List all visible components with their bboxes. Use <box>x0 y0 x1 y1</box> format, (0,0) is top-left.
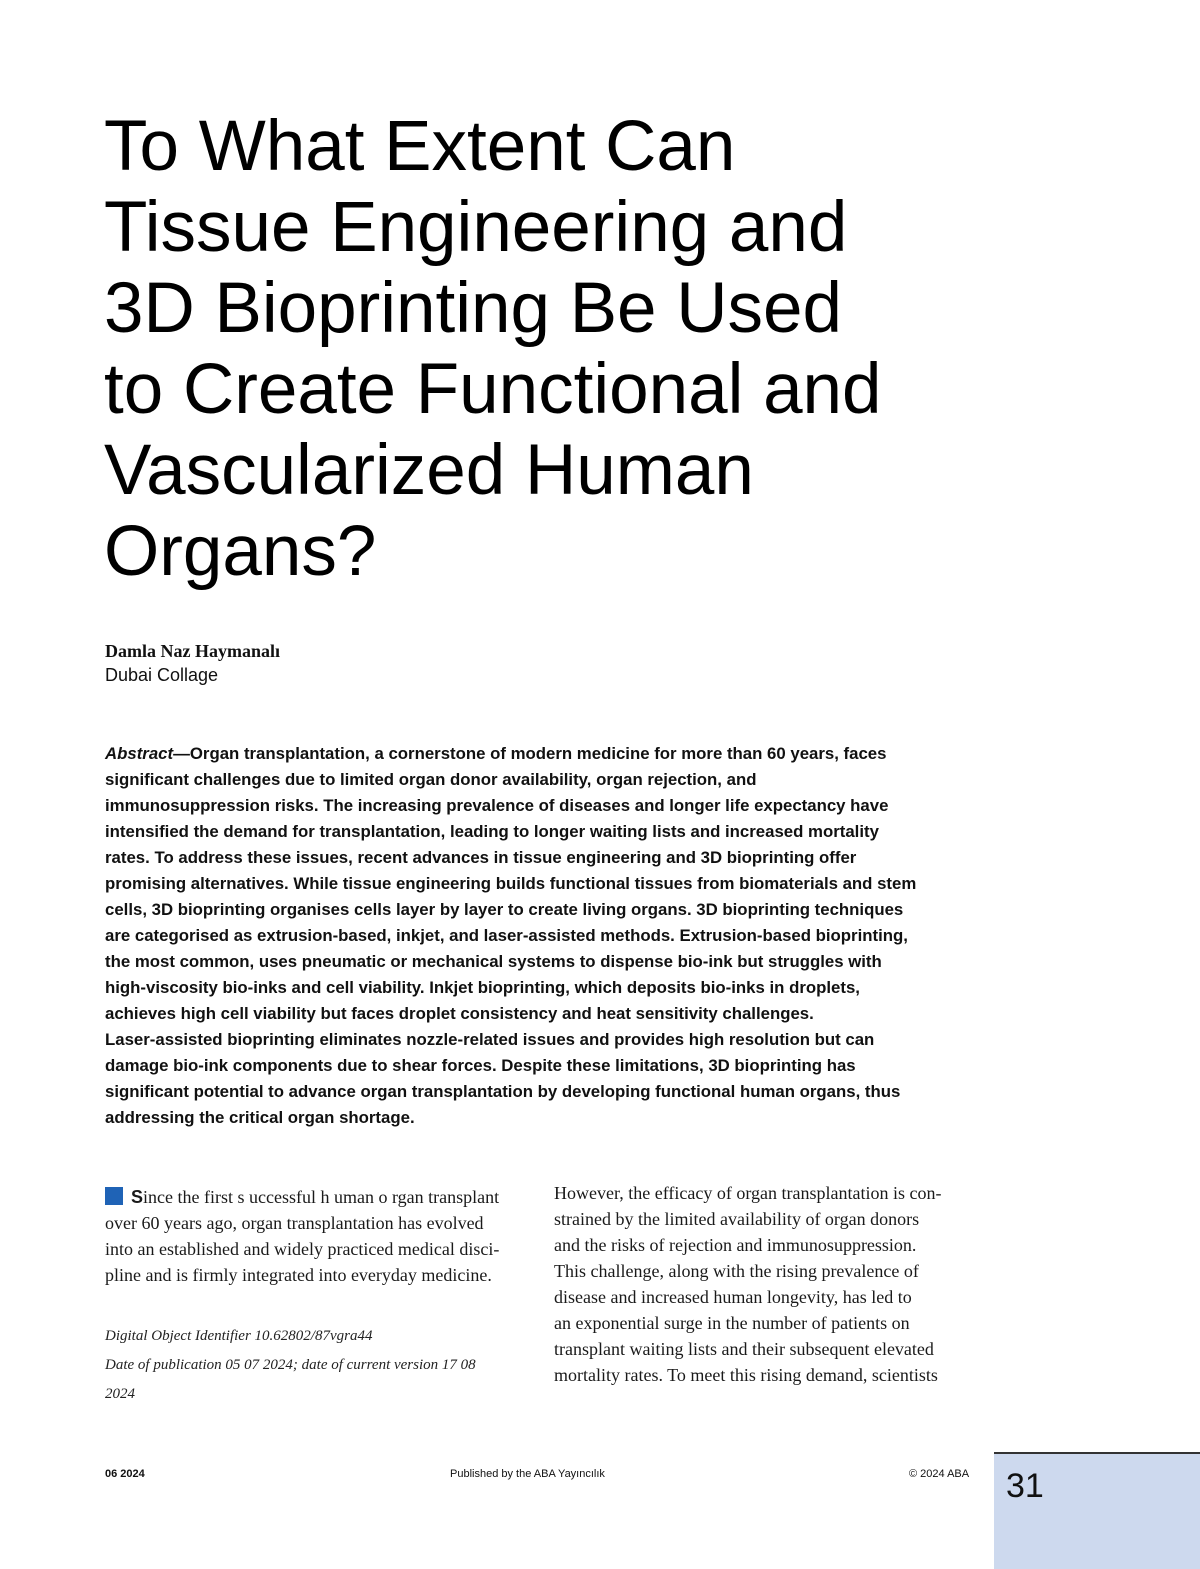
title-line: Tissue Engineering and <box>104 188 848 267</box>
body-line: strained by the limited availability of organ donors <box>554 1209 920 1229</box>
body-line: pline and is firmly integrated into everyday medicine. <box>105 1265 492 1285</box>
abstract-line: Laser-assisted bioprinting eliminates nozzle-related issues and provides high resolution but can <box>105 1030 875 1049</box>
abstract-line: achieves high cell viability but faces droplet consistency and heat sensitivity challenges. <box>105 1004 814 1023</box>
abstract-line: promising alternatives. While tissue engineering builds functional tissues from biomaterials and stem <box>105 874 917 893</box>
author-name: Damla Naz Haymanalı <box>105 641 280 661</box>
body-line: This challenge, along with the rising prevalence of <box>554 1261 919 1281</box>
abstract-line: addressing the critical organ shortage. <box>105 1108 415 1127</box>
abstract-line: rates. To address these issues, recent advances in tissue engineering and 3D bioprinting offer <box>105 848 857 867</box>
title-line: 3D Bioprinting Be Used <box>104 269 843 348</box>
body-line: into an established and widely practiced medical disci- <box>105 1239 500 1259</box>
body-line: disease and increased human longevity, has led to <box>554 1287 912 1307</box>
body-line: transplant waiting lists and their subsequent elevated <box>554 1339 934 1359</box>
publication-metadata <box>105 1322 535 1409</box>
footer-issue-date: 06 2024 <box>105 1468 145 1480</box>
body-line: and the risks of rejection and immunosuppression. <box>554 1235 917 1255</box>
abstract <box>105 741 985 1131</box>
page-number: 31 <box>1006 1467 1044 1505</box>
abstract-line-text: —Organ transplantation, a cornerstone of modern medicine for more than 60 years, faces <box>173 744 887 763</box>
abstract-line: high-viscosity bio-inks and cell viability. Inkjet bioprinting, which deposits bio-inks in droplets, <box>105 978 860 997</box>
abstract-line <box>105 741 985 767</box>
body-column-left <box>105 1184 525 1288</box>
abstract-line: significant potential to advance organ transplantation by developing functional human organs, thus <box>105 1082 901 1101</box>
body-line: over 60 years ago, organ transplantation has evolved <box>105 1213 484 1233</box>
dropcap-square-icon <box>105 1187 123 1205</box>
abstract-line: the most common, uses pneumatic or mechanical systems to dispense bio-ink but struggles with <box>105 952 882 971</box>
publication-date-cont: 2024 <box>105 1386 135 1402</box>
body-line: mortality rates. To meet this rising demand, scientists <box>554 1365 938 1385</box>
body-line: However, the efficacy of organ transplantation is con- <box>554 1183 942 1203</box>
abstract-line: significant challenges due to limited organ donor availability, organ rejection, and <box>105 770 757 789</box>
page-number-box <box>994 1452 1200 1569</box>
body-line <box>105 1184 525 1210</box>
title-line: To What Extent Can <box>104 107 736 186</box>
abstract-lead: Abstract <box>105 744 174 763</box>
paper-title <box>104 106 1004 592</box>
body-line: an exponential surge in the number of patients on <box>554 1313 910 1333</box>
title-line: Vascularized Human <box>104 431 754 510</box>
abstract-line: immunosuppression risks. The increasing prevalence of diseases and longer life expectancy have <box>105 796 889 815</box>
title-line: Organs? <box>104 512 377 591</box>
footer-copyright: © 2024 ABA <box>909 1468 970 1480</box>
abstract-line: damage bio-ink components due to shear forces. Despite these limitations, 3D bioprinting has <box>105 1056 856 1075</box>
publication-date: Date of publication 05 07 2024; date of current version 17 08 <box>105 1357 476 1373</box>
doi: Digital Object Identifier 10.62802/87vgra44 <box>105 1328 373 1344</box>
abstract-line: are categorised as extrusion-based, inkjet, and laser-assisted methods. Extrusion-based bioprinting, <box>105 926 908 945</box>
dropcap-letter: S <box>131 1187 144 1207</box>
abstract-line: intensified the demand for transplantation, leading to longer waiting lists and increased mortality <box>105 822 879 841</box>
body-column-right <box>554 1180 974 1388</box>
author-affiliation: Dubai Collage <box>105 665 219 685</box>
abstract-line: cells, 3D bioprinting organises cells layer by layer to create living organs. 3D bioprinting techniques <box>105 900 904 919</box>
body-line-text: ince the first s uccessful h uman o rgan transplant <box>143 1187 500 1207</box>
title-line: to Create Functional and <box>104 350 882 429</box>
footer-publisher: Published by the ABA Yayıncılık <box>450 1468 605 1480</box>
